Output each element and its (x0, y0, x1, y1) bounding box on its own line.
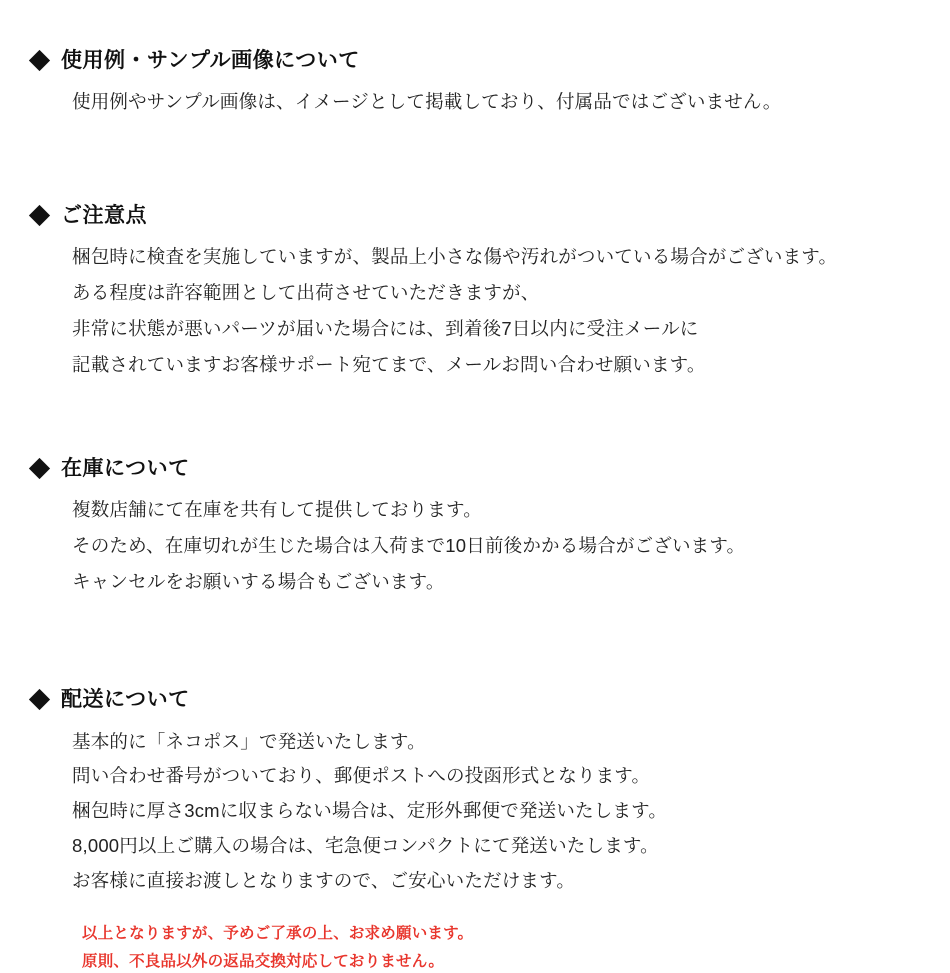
section-stock (32, 456, 910, 597)
body-line: 使用例やサンプル画像は、イメージとして掲載しており、付属品ではございません。 (72, 91, 782, 113)
body-line: そのため、在庫切れが生じた場合は入荷まで10日前後かかる場合がございます。 (72, 535, 746, 557)
diamond-bullet-icon (29, 50, 50, 71)
section-shipping (32, 687, 910, 896)
section-body (32, 87, 910, 117)
section-header (32, 687, 910, 712)
body-line: 問い合わせ番号がついており、郵便ポストへの投函形式となります。 (72, 765, 651, 787)
section-title: 使用例・サンプル画像について (61, 49, 360, 72)
section-body (32, 242, 910, 380)
section-header (32, 48, 910, 73)
section-title: 在庫について (61, 457, 190, 481)
section-title: 配送について (61, 688, 190, 712)
body-line: 8,000円以上ご購入の場合は、宅急便コンパクトにて発送いたします。 (72, 835, 659, 857)
notice-line: 以上となりますが、予めご了承の上、お求め願います。 (82, 925, 474, 943)
body-line: お客様に直接お渡しとなりますので、ご安心いただけます。 (72, 870, 576, 892)
body-line: キャンセルをお願いする場合もございます。 (72, 571, 445, 593)
body-line: 基本的に「ネコポス」で発送いたします。 (72, 730, 426, 752)
notice-line: 原則、不良品以外の返品交換対応しておりません。 (82, 952, 445, 970)
section-header (32, 203, 910, 228)
section-body (32, 495, 910, 597)
section-usage-samples (32, 48, 910, 117)
body-line: 梱包時に厚さ3cmに収まらない場合は、定形外郵便で発送いたします。 (72, 800, 668, 822)
diamond-bullet-icon (29, 205, 50, 226)
body-line: ある程度は許容範囲として出荷させていただきますが、 (72, 282, 540, 304)
section-title: ご注意点 (61, 204, 147, 228)
notice-block (32, 922, 910, 973)
section-cautions (32, 203, 910, 380)
body-line: 梱包時に検査を実施していますが、製品上小さな傷や汚れがついている場合がございます。 (72, 246, 838, 268)
diamond-bullet-icon (29, 458, 50, 479)
body-line: 複数店舗にて在庫を共有して提供しております。 (72, 499, 482, 521)
body-line: 記載されていますお客様サポート宛てまで、メールお問い合わせ願います。 (72, 354, 706, 376)
section-body (32, 727, 910, 897)
section-header (32, 456, 910, 481)
body-line: 非常に状態が悪いパーツが届いた場合には、到着後7日以内に受注メールに (72, 318, 699, 340)
diamond-bullet-icon (29, 689, 50, 710)
